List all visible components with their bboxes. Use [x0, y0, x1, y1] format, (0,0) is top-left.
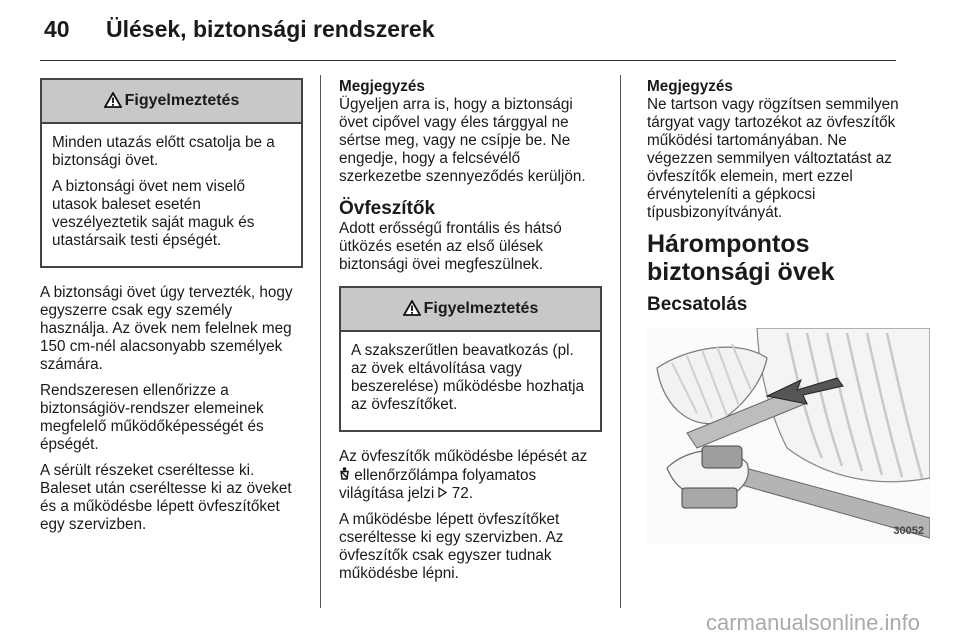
- note-text: Ügyeljen arra is, hogy a biztonsági övet cipővel vagy éles tárggyal ne sértse meg, vagy ne csípje be. Ne engedje, hogy a felcsévélő szerkezetbe szennyeződés kerüljön.: [339, 96, 586, 185]
- subheading: Becsatolás: [647, 294, 748, 315]
- paragraph-pretensioner-lamp: Az övfeszítők működésbe lépését az ellenőrzőlámpa folyamatos világítása jelzi 72.: [339, 448, 588, 502]
- header-rule: [40, 60, 896, 61]
- column-1: [40, 78, 303, 542]
- column-divider-2: [620, 75, 621, 608]
- reference-arrow-icon: [438, 485, 447, 503]
- column-3: [647, 78, 924, 544]
- paragraph-1: A biztonsági övet úgy tervezték, hogy egyszerre csak egy személy használja. Az övek nem felelnek meg 150 cm-nél alacsonyabb személyek számára.: [40, 284, 293, 373]
- warning-box: [339, 286, 602, 432]
- warning-header: [42, 80, 301, 124]
- page-header: [44, 16, 435, 46]
- note-heading: Megjegyzés: [647, 78, 733, 95]
- watermark: carmanualsonline.info: [705, 610, 920, 635]
- warning-text-2: A biztonsági övet nem viselő utasok baleset esetén veszélyeztetik saját maguk és utastársaik testi épségét.: [52, 178, 255, 249]
- section-text: Adott erősségű frontális és hátsó ütközés esetén az első ülések biztonsági övei megfeszülnek.: [339, 220, 562, 273]
- page-title: Ülések, biztonsági rendszerek: [106, 16, 435, 42]
- paragraph-replace: A működésbe lépett övfeszítőket cseréltesse ki egy szervizben. Az övfeszítők csak egyszer tudnak működésbe lépni.: [339, 511, 564, 582]
- warning-title: Figyelmeztetés: [124, 92, 240, 109]
- warning-text: A szakszerűtlen beavatkozás (pl. az övek eltávolítása vagy beszerelése) működésbe hozhatja az övfeszítőket.: [351, 342, 584, 413]
- column-2: [339, 78, 602, 591]
- warning-text-1: Minden utazás előtt csatolja be a biztonsági övet.: [52, 134, 275, 169]
- section-heading: Hárompontos biztonsági övek: [647, 230, 835, 286]
- warning-triangle-icon: [403, 300, 421, 321]
- figure-number: 30052: [893, 525, 924, 537]
- warning-title: Figyelmeztetés: [423, 300, 539, 317]
- section-title: Övfeszítők: [339, 198, 436, 219]
- warning-box: [40, 78, 303, 268]
- page-number: 40: [44, 16, 70, 42]
- paragraph-3: A sérült részeket cseréltesse ki. Baleset után cseréltesse ki az öveket és a működésbe lépett övfeszítőket egy szervizben.: [40, 462, 292, 533]
- warning-triangle-icon: [104, 92, 122, 113]
- page-reference[interactable]: 72.: [451, 485, 473, 502]
- note-text: Ne tartson vagy rögzítsen semmilyen tárgyat vagy tartozékot az övfeszítők működési tartományában. Ne végezzen semmilyen változtatást az övfeszítők elemein, mert ezzel érvényteleníti a gépkocsi típusbizonyítványát.: [647, 96, 899, 221]
- seatbelt-lamp-icon: [339, 466, 350, 484]
- note-heading: Megjegyzés: [339, 78, 425, 95]
- seatbelt-buckle-illustration: [647, 328, 930, 544]
- paragraph-2: Rendszeresen ellenőrizze a biztonságiöv-rendszer elemeinek megfelelő működőképességét és épségét.: [40, 382, 264, 453]
- column-divider-1: [320, 75, 321, 608]
- warning-header: [341, 288, 600, 332]
